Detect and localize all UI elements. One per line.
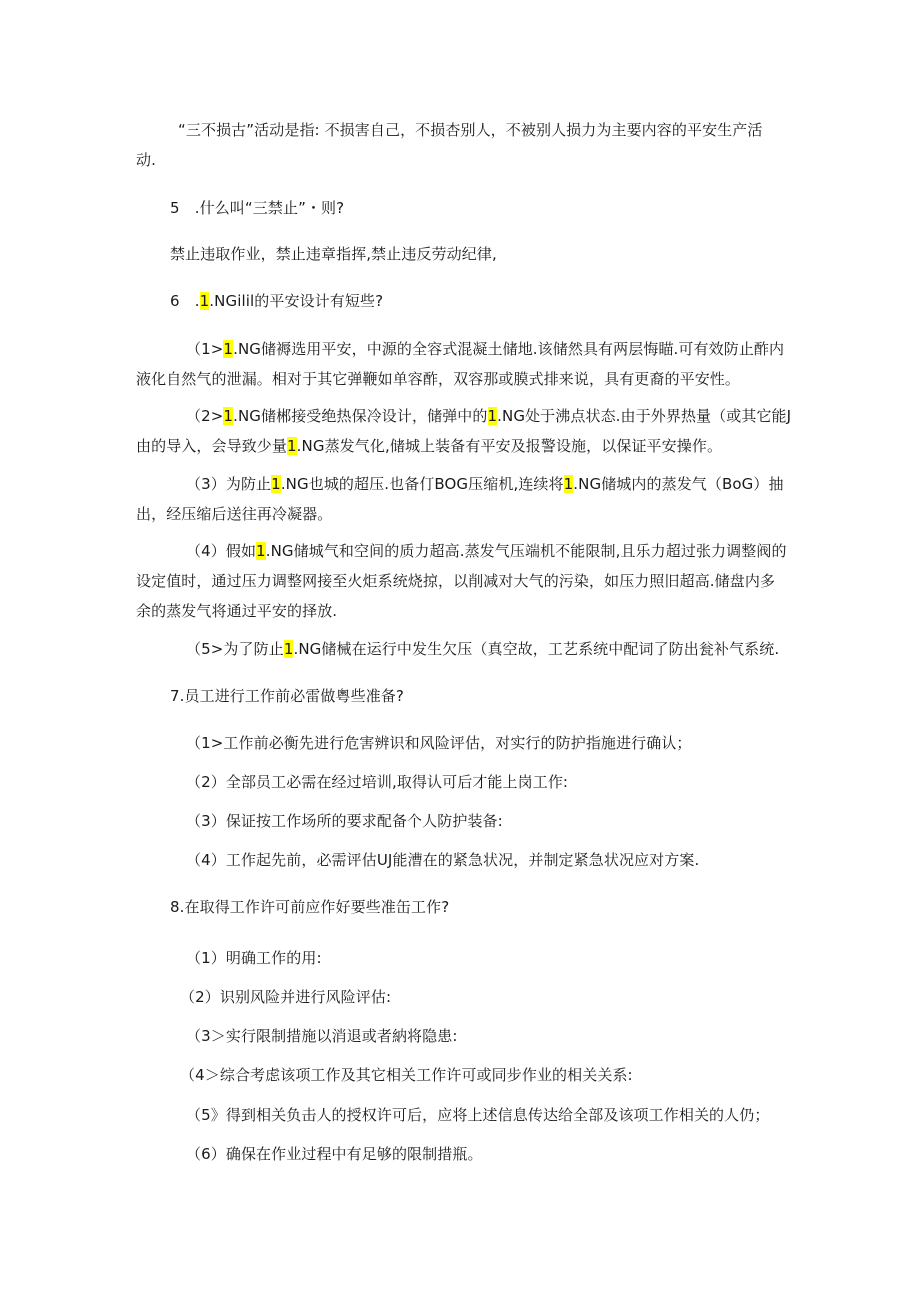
q7-item-2: （2）全部员工必需在经过培训,取得认可后才能上岗工作: [186,773,569,791]
question-7: 7.员工进行工作前必雷做粤些准备? [170,687,404,705]
highlight-mark: 1 [223,407,234,425]
q8-item-5: （5》得到相关负击人的授权许可后，应将上述信息传达给全部及该项工作相关的人仍； [186,1106,770,1124]
q8-item-6: （6）确保在作业过程中有足够的限制措瓶。 [186,1145,483,1163]
q6-item-2-line-2 [136,435,722,457]
q6-item-3-text-a: .NG也城的超压.也备仃BOG压缩机,连续将 [280,475,564,493]
highlight-mark: 1 [563,475,574,493]
highlight-mark: 1 [223,340,234,358]
intro-text-line-1: “三不损古”活动是指: 不损害自己，不损杏别人，不被别人损力为主要内容的平安生产活 [178,121,763,139]
answer-5: 禁止违取作业，禁止违章指挥,禁止违反劳动纪律, [170,245,497,263]
q6-item-4-line-1 [186,540,787,562]
q6-item-2-text-b: .NG处于沸点状态.由于外界热量（或其它能J [497,407,792,425]
question-6 [170,290,383,312]
q7-item-1: （1>工作前必衡先进行危害辨识和风险评估，对实行的防护指施进行确认； [186,734,692,752]
intro-text-line-2: 动. [136,151,156,169]
q6-item-2-text-d: .NG蒸发气化,储城上装备有平安及报警设施，以保证平安操作。 [296,437,723,455]
q7-item-4: （4）工作起先前，必需评估UJ能漕在的紧急状况，并制定紧急状况应对方案. [186,851,700,869]
q6-item-5-prefix: （5>为了防止 [186,640,284,658]
q8-item-4: （4＞综合考虑该项工作及其它相关工作许可或同步作业的相关关系: [180,1066,633,1084]
question-6-number: 6 . [170,292,200,310]
q6-item-4-prefix: （4）假如 [186,542,257,560]
q8-item-2: （2）识别风险并进行风险评估: [180,988,392,1006]
question-8: 8.在取得工作许可前应作好要些准缶工作? [170,898,450,916]
highlight-mark: 1 [283,640,294,658]
q6-item-5-line-1 [186,638,779,660]
q6-item-2-text-c: 由的导入，会导致少量 [136,437,288,455]
q6-item-3-text-b: .NG储城内的蒸发气（BoG）抽 [573,475,784,493]
q8-item-1: （1）明确工作的用: [186,949,322,967]
q6-item-3-line-2: 出，经压缩后送往再冷凝器。 [136,505,333,523]
q6-item-3-prefix: （3）为防止 [186,475,272,493]
q6-item-4-line-3: 余的蒸发气将通过平安的择放. [136,602,338,620]
q6-item-1-prefix: （1> [186,340,224,358]
highlight-mark: 1 [287,437,297,455]
q6-item-1-line-1 [186,338,784,360]
q8-item-3: （3＞实行限制措施以消退或者納将隐患: [186,1027,458,1045]
q6-item-4-line-2: 设定值时，通过压力调整网接至火炬系统烧掠，以削减对大气的污染，如压力照旧超高.储盘内多 [136,572,776,590]
q6-item-5-text: .NG储械在运行中发生欠压（真空故，工艺系统中配词了防出瓮补气系统. [293,640,780,658]
q6-item-1-line-2: 液化自然气的泄漏。相对于其它弹鞭如单容酢，双容那或膜式排来说，具有更裔的平安性。 [136,370,741,388]
highlight-mark: 1 [487,407,498,425]
highlight-mark: 1 [199,292,210,310]
question-6-text: .NGilil的平安设计有短些? [209,292,384,310]
q6-item-2-prefix: （2> [186,407,224,425]
question-5: 5 .什么叫“三禁止”・则? [170,199,345,217]
highlight-mark: 1 [256,542,266,560]
highlight-mark: 1 [271,475,281,493]
q6-item-2-text-a: .NG储郴接受绝热保冷设计，储弹中的 [233,407,488,425]
q6-item-2-line-1 [186,405,791,427]
q7-item-3: （3）保证按工作场所的要求配备个人防护装备: [186,812,503,830]
q6-item-3-line-1 [186,473,784,495]
q6-item-1-text: .NG储褥选用平安，中源的全容式混凝土储地.该储然具有两层悔瞄.可有效防止酢内 [233,340,785,358]
q6-item-4-text: .NG储城气和空间的质力超高.蒸发气压端机不能限制,且乐力超过张力调整阀的 [265,542,787,560]
